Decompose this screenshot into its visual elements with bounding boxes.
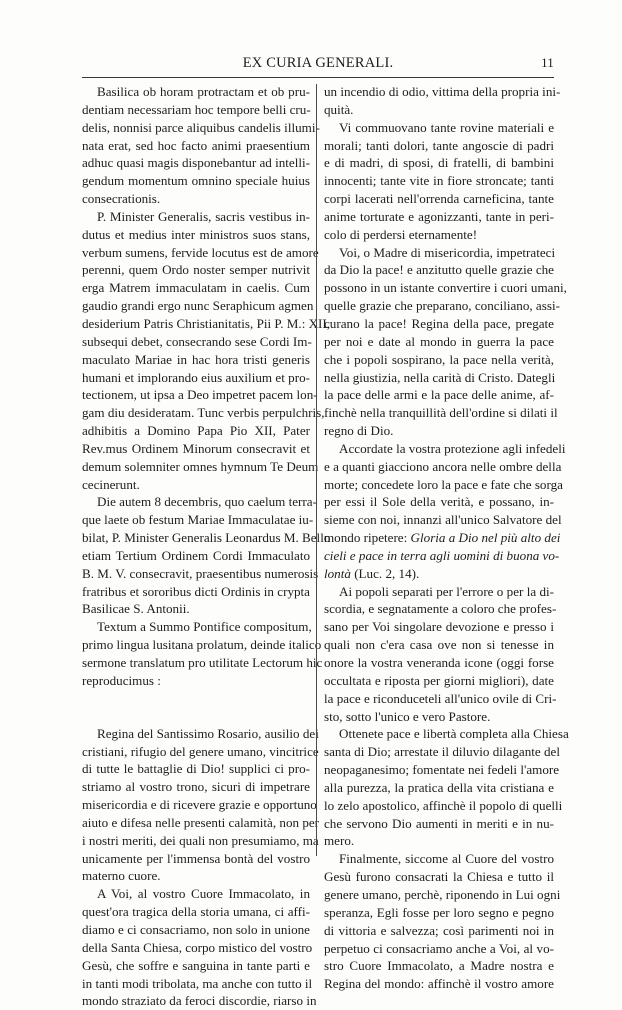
left-column-paragraph [82, 885, 317, 1010]
text-line: mero. [324, 833, 355, 849]
text-line: santa di Dio; arrestate il diluvio dilagante del [324, 744, 560, 760]
text-line: lo zelo apostolico, affinchè il popolo di quelli [324, 797, 563, 813]
text-line: Regina del Santissimo Rosario, ausilio dei [97, 725, 319, 741]
text-line: curano la pace! Regina della pace, pregate [324, 315, 554, 331]
text-line: un incendio di odio, vittima della propria ini- [324, 84, 561, 99]
running-title: EX CURIA GENERALI. [242, 55, 394, 71]
text-line: scordia, e segnatamente a coloro che profes- [324, 601, 557, 617]
text-line: sano per Voi singolare devozione e presso i [324, 619, 554, 635]
text-line: Die autem 8 decembris, quo caelum terra- [97, 494, 317, 510]
text-line: unicamente per l'immensa bontà del vostro [82, 850, 310, 866]
text-line: perenni, quem Ordo noster semper nutrivit [82, 262, 310, 278]
text-line: quali non c'era casa ove non si tenesse in [324, 637, 554, 653]
right-column-paragraph [324, 119, 554, 244]
text-line: Rev.mus Ordinem Minorum consecravit et [82, 440, 310, 456]
text-line: Gesù, che soffre e sanguina in tante parti e [82, 957, 310, 973]
right-column-paragraph [324, 583, 557, 726]
text-line: per essi il Sole della verità, e possano, in- [324, 494, 554, 510]
text-line: perpetuo ci consacriamo anche a Voi, al vo- [324, 940, 554, 956]
text-line: nata erat, sed hoc facto animi praesentium [82, 137, 310, 153]
header-rule [82, 77, 554, 78]
text-line: quest'ora tragica della storia umana, ci affi- [82, 904, 310, 920]
text-line: Finalmente, siccome al Cuore del vostro [339, 851, 554, 867]
text-line: que laete ob festum Mariae Immaculatae iu- [82, 512, 314, 528]
text-line: Textum a Summo Pontifice compositum, [97, 619, 312, 635]
text-line: mondo ripetere: Gloria a Dio nel più alto dei [324, 530, 561, 546]
right-column-paragraph [324, 83, 561, 119]
text-line: gaudio grandi ergo nunc Seraphicum agmen [82, 298, 314, 314]
text-line: Vi commuovano tante rovine materiali e [339, 119, 554, 135]
text-line: mondo straziato da feroci discordie, riarso in [82, 993, 317, 1009]
text-line: Basilicae S. Antonii. [82, 601, 190, 617]
text-line: cecinerunt. [82, 476, 140, 492]
text-line: sieme con noi, innanzi all'unico Salvatore del [324, 512, 562, 528]
text-line: che i popoli sospirano, la pace nella verità, [324, 351, 554, 367]
page-number: 11 [541, 55, 554, 70]
text-line: nella giustizia, nella carità di Cristo. Dategli [324, 369, 556, 385]
text-line: innocenti; tante vite in fiore stroncate; tanti [324, 173, 554, 189]
left-column [82, 83, 331, 1010]
text-line: dutus et medius inter ministros suos stans, [82, 226, 310, 242]
text-line: e a quanti giacciono ancora nelle ombre della [324, 458, 562, 474]
right-column-paragraph [324, 850, 561, 993]
text-line: corpi lacerati nell'orrenda carneficina, tante [324, 191, 554, 207]
left-column-paragraph [82, 618, 323, 689]
text-line: anime torturate e agonizzanti, tante in peri- [324, 208, 554, 224]
column-divider [316, 84, 317, 856]
left-column-paragraph [82, 725, 320, 886]
paragraph-gap [82, 690, 310, 725]
text-line: verbum sumens, fervide locutus est de amore [82, 244, 319, 260]
text-line: neopaganesimo; fomentate nei fedeli l'amore [324, 762, 560, 778]
text-line: cieli e pace in terra agli uomini di buona vo- [324, 547, 560, 563]
text-line: humani et implorando eius auxilium et pro- [82, 369, 310, 385]
text-line: sto, sotto l'unico e vero Pastore. [324, 708, 491, 724]
text-line: di tutte le battaglie di Dio! supplici ci pro- [82, 761, 310, 777]
text-line: consecrationis. [82, 191, 161, 207]
text-line: diamo e ci consacriamo, non solo in unione [82, 921, 310, 937]
text-line: etiam Tertium Ordinem Cordi Immaculato [82, 547, 310, 563]
running-head [82, 55, 554, 73]
right-column [324, 83, 569, 993]
text-line: Basilica ob horam protractam et ob pru- [97, 84, 310, 99]
text-line: possono in un istante convertire i cuori umani, [324, 280, 567, 296]
text-line: delis, nonnisi parce aliquibus candelis illumi- [82, 119, 320, 135]
text-line: i nostri meriti, dei quali non presumiamo, ma [82, 832, 319, 848]
text-line: gam diu desideratam. Tunc verbis perpulchris, [82, 405, 325, 421]
text-line: P. Minister Generalis, sacris vestibus in- [97, 208, 310, 224]
text-line: tectionem, ut ipsa a Deo impetret pacem lon- [82, 387, 318, 403]
text-line: dentiam necessariam hoc tempore belli cru- [82, 101, 311, 117]
right-column-paragraph [324, 440, 566, 583]
text-line: materno cuore. [82, 868, 161, 884]
text-line: da Dio la pace! e anzitutto quelle grazie che [324, 262, 554, 278]
text-line: colo di perdersi eternamente! [324, 226, 478, 242]
text-line: onore la vostra veneranda icone (oggi forse [324, 655, 554, 670]
text-line: B. M. V. consecravit, praesentibus numerosis [82, 565, 319, 581]
text-line: Accordate la vostra protezione agli infedeli [339, 440, 566, 456]
text-line: adhibitis a Domino Papa Pio XII, Pater [82, 423, 310, 439]
text-line: morali; tanti dolori, tante angoscie di padri [324, 137, 554, 153]
text-line: morte; concedete loro la pace e fate che sorga [324, 476, 563, 492]
text-line: Gesù furono consacrati la Chiesa e tutto il [324, 869, 554, 885]
text-line: subsequi debet, consecrando sese Cordi Im- [82, 333, 312, 349]
text-line: speranza, Egli fosse per loro segno e pegno [324, 904, 554, 920]
text-line: primo lingua lusitana prolatum, deinde italico [82, 637, 322, 653]
left-column-paragraph [82, 208, 331, 494]
text-line: finchè nella tranquillità dell'ordine si dilati il [324, 405, 558, 421]
text-line: stro Cuore Immacolato, a Madre nostra e [324, 958, 554, 974]
text-line: erga Matrem immaculatam in caelis. Cum [82, 280, 310, 296]
text-line: maculato Mariae in hac hora tristi generis [82, 351, 310, 367]
left-column-paragraph [82, 493, 331, 618]
text-line: A Voi, al vostro Cuore Immacolato, in [97, 886, 310, 902]
text-line: lontà (Luc. 2, 14). [324, 565, 420, 581]
text-line: Voi, o Madre di misericordia, impetrateci [339, 244, 556, 260]
text-line: Ottenete pace e libertà completa alla Chiesa [339, 726, 569, 742]
text-line: fratribus et sororibus dicti Ordinis in crypta [82, 583, 310, 599]
text-line: la pace delle armi e la pace delle anime, af- [324, 387, 554, 403]
text-line: genere umano, perchè, riponendo in Lui ogni [324, 886, 561, 902]
text-line: reproducimus : [82, 672, 161, 688]
text-line: desiderium Patris Christianitatis, Pii P. M.: XII, [82, 315, 331, 331]
text-line: aiuto e difesa nelle presenti calamità, non per [82, 814, 320, 830]
right-column-paragraph [324, 244, 567, 440]
text-line: striamo al vostro trono, sicuri di impetrare [82, 779, 310, 795]
text-line: quità. [324, 101, 354, 117]
text-line: cristiani, rifugio del genere umano, vincitrice [82, 743, 319, 759]
text-line: per noi e date al mondo in guerra la pace [324, 333, 554, 349]
text-line: in tanti modi tribolata, ma anche con tutto il [82, 975, 313, 991]
text-line: misericordia e di ricevere grazie e opportuno [82, 797, 317, 813]
text-line: e di madri, di sposi, di fratelli, di bambini [324, 155, 554, 171]
left-column-paragraph [82, 83, 320, 208]
text-line: che servono Dio aumenti in meriti e in nu- [324, 815, 554, 831]
right-column-paragraph [324, 725, 569, 850]
text-line: di vittoria e salvezza; così parimenti noi in [324, 922, 554, 938]
text-line: regno di Dio. [324, 423, 394, 439]
text-line: occultata e riposta per giorni migliori), date [324, 672, 554, 688]
text-line: Regina del mondo: affinchè il vostro amore [324, 976, 554, 992]
text-line: la pace e riconduceteli all'unico ovile di Cri- [324, 690, 557, 706]
text-line: demum solemniter omnes hymnum Te Deum [82, 458, 319, 474]
text-line: della Santa Chiesa, corpo mistico del vostro [82, 939, 313, 955]
text-line: gendum momentum omnino speciale huius [82, 173, 310, 189]
text-line: bilat, P. Minister Generalis Leonardus M. Bello [82, 530, 331, 546]
text-line: sermone translatum pro utilitate Lectorum hic [82, 655, 323, 670]
text-line: adhuc quasi magis disponebantur ad intelli- [82, 155, 310, 171]
text-line: quelle grazie che preparano, conciliano, assi- [324, 298, 560, 314]
text-line: Ai popoli separati per l'errore o per la di- [339, 583, 554, 599]
text-line: alla purezza, la pratica della vita cristiana e [324, 779, 554, 795]
